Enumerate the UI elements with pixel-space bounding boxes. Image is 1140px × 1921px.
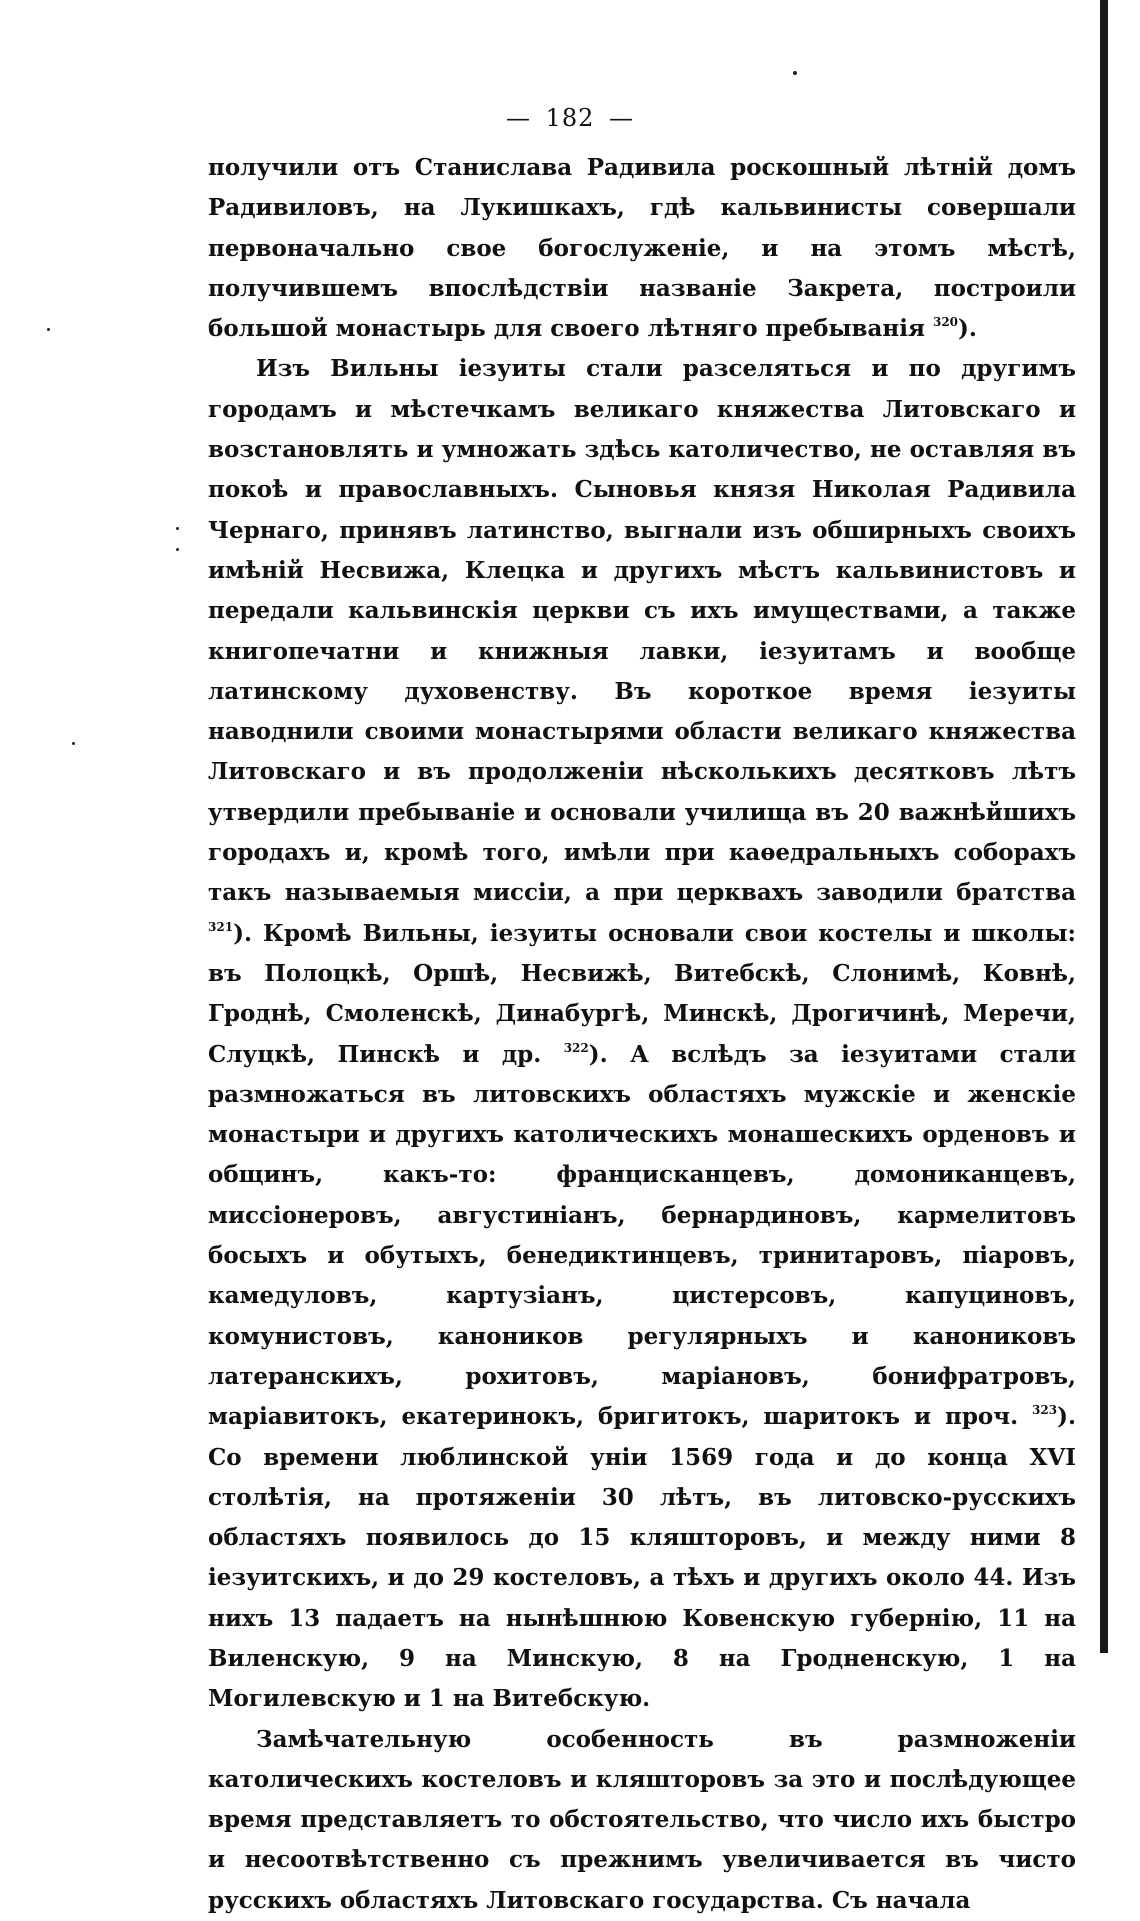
scan-speck (176, 527, 179, 530)
scan-speck (72, 742, 75, 745)
footnote-ref: 322 (563, 1040, 589, 1055)
footnote-ref: 323 (1032, 1403, 1058, 1418)
text-run: ). А вслѣдъ за іезуитами стали размножаться въ литовскихъ областяхъ мужскіе и женскіе монастыри и другихъ католическихъ монашескихъ орденовъ и общинъ, какъ-то: францисканцевъ, домониканцевъ, миссіонеровъ, августиніанъ, бернардиновъ, кармелитовъ босыхъ и обутыхъ, бенедиктинцевъ, тринитаровъ, піаровъ, камедуловъ, картузіанъ, цистерсовъ, капуциновъ, комунистовъ, каноников регулярныхъ и канониковъ латеранскихъ, рохитовъ, маріановъ, бонифратровъ, маріавитокъ, екатеринокъ, бригитокъ, шаритокъ и проч. (208, 1040, 1077, 1431)
footnote-ref: 320 (932, 315, 959, 330)
scan-speck (47, 328, 50, 331)
paragraph-p2 (208, 349, 1076, 1719)
text-run: Замѣчательную особенность въ размноженіи католическихъ костеловъ и кляшторовъ за это и послѣдующее время представляетъ то обстоятельство, что число ихъ быстро и несоотвѣтственно съ прежнимъ увеличивается въ чисто русскихъ областяхъ Литовскаго государства. Съ начала (208, 1725, 1076, 1914)
page-number-value: 182 (545, 104, 595, 132)
page-edge-shadow (1100, 0, 1108, 1653)
body-text (208, 148, 1076, 1921)
paragraph-p1 (208, 148, 1076, 349)
text-run: получили отъ Станислава Радивила роскошный лѣтній домъ Радивиловъ, на Лукишкахъ, гдѣ кальвинисты совершали первоначально свое богослуженіе, и на этомъ мѣстѣ, получившемъ впослѣдствіи названіе Закрета, построили большой монастырь для своего лѣтняго пребыванія (208, 154, 1076, 343)
footnote-ref: 321 (208, 919, 234, 934)
text-run: Изъ Вильны іезуиты стали разселяться и по другимъ городамъ и мѣстечкамъ великаго княжества Литовскаго и возстановлять и умножать здѣсь католичество, не оставляя въ покоѣ и православныхъ. Сыновья князя Николая Радивила Чернаго, принявъ латинство, выгнали изъ обширныхъ своихъ имѣній Несвижа, Клецка и другихъ мѣстъ кальвинистовъ и передали кальвинскія церкви съ ихъ имуществами, а также книгопечатни и книжныя лавки, іезуитамъ и вообще латинскому духовенству. Въ короткое время іезуиты наводнили своими монастырями области великаго княжества Литовскаго и въ продолженіи нѣсколькихъ десятковъ лѣтъ утвердили пребываніе и основали училища въ 20 важнѣйшихъ городахъ и, кромѣ того, имѣли при каѳедральныхъ соборахъ такъ называемыя миссіи, а при церквахъ заводили братства (208, 355, 1076, 907)
text-run: ). Кромѣ Вильны, іезуиты основали свои костелы и школы: въ Полоцкѣ, Оршѣ, Несвижѣ, Витебскѣ, Слонимѣ, Ковнѣ, Гроднѣ, Смоленскѣ, Динабургѣ, Минскѣ, Дрогичинѣ, Меречи, Слуцкѣ, Пинскѣ и др. (208, 919, 1076, 1068)
scan-speck (176, 548, 179, 551)
text-run: ). (958, 315, 977, 343)
page-number: — 182 — (505, 104, 635, 132)
paragraph-p3 (208, 1720, 1076, 1921)
text-run: ). Со времени люблинской уніи 1569 года и до конца XVI столѣтія, на протяженіи 30 лѣтъ, въ литовско-русскихъ областяхъ появилось до 15 кляшторовъ, и между ними 8 іезуитскихъ, и до 29 костеловъ, а тѣхъ и другихъ около 44. Изъ нихъ 13 падаетъ на нынѣшнюю Ковенскую губернію, 11 на Виленскую, 9 на Минскую, 8 на Гродненскую, 1 на Могилевскую и 1 на Витебскую. (208, 1403, 1076, 1713)
scan-speck (793, 71, 797, 75)
